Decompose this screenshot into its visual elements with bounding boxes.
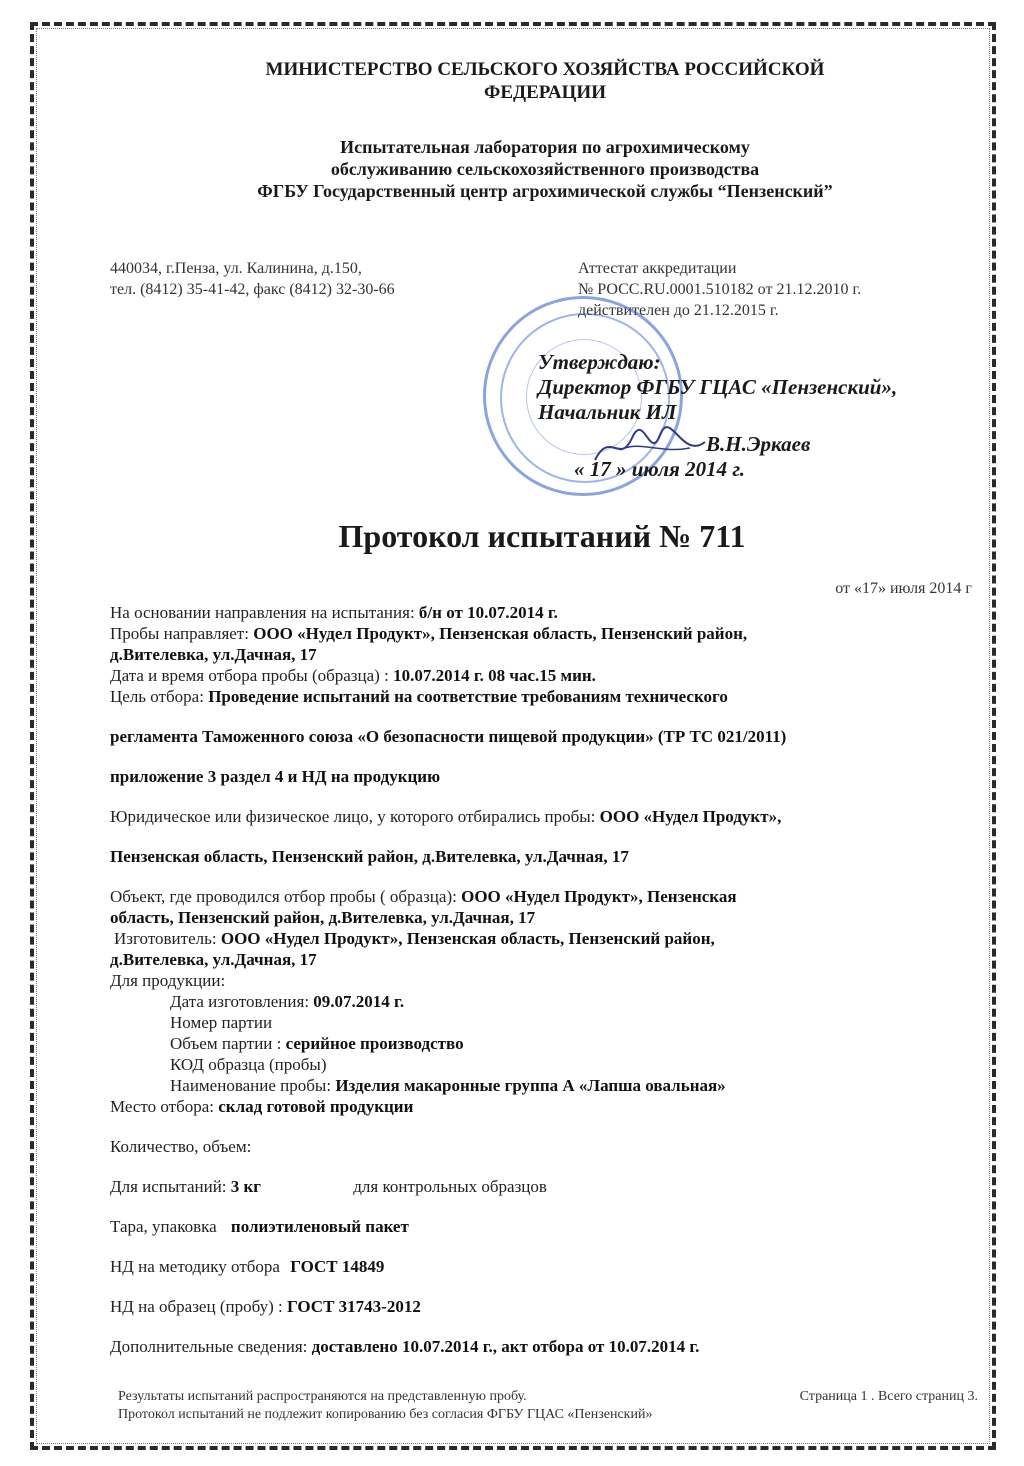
maker-row-2: д.Вителевка, ул.Дачная, 17 xyxy=(110,950,317,969)
additional-info-row: Дополнительные сведения: доставлено 10.07.2014 г., акт отбора от 10.07.2014 г. xyxy=(110,1337,700,1356)
sampling-place-row: Место отбора: склад готовой продукции xyxy=(110,1097,414,1116)
protocol-date: от «17» июля 2014 г xyxy=(835,580,972,597)
page-counter: Страница 1 . Всего страниц 3. xyxy=(799,1389,978,1404)
sampling-row: Дата и время отбора пробы (образца) : 10.07.2014 г. 08 час.15 мин. xyxy=(110,666,596,685)
lab-heading: Испытательная лаборатория по агрохимическому обслуживанию сельскохозяйственного производства ФГБУ Государственный центр агрохимической службы “Пензенский” xyxy=(257,137,833,201)
approval-date: « 17 » июля 2014 г. xyxy=(574,457,746,481)
entity-row-2: Пензенская область, Пензенский район, д.Вителевка, ул.Дачная, 17 xyxy=(110,847,629,866)
page-title: Протокол испытаний № 711 xyxy=(338,518,746,554)
sampling-method-row: НД на методику отбора ГОСТ 14849 xyxy=(110,1257,385,1276)
lab-address: 440034, г.Пенза, ул. Калинина, д.150, тел. (8412) 35-41-42, факс (8412) 32-30-66 xyxy=(110,260,395,298)
ministry-heading: МИНИСТЕРСТВО СЕЛЬСКОГО ХОЗЯЙСТВА РОССИЙСКОЙ ФЕДЕРАЦИИ xyxy=(265,59,825,103)
product-label: Для продукции: xyxy=(110,971,226,990)
object-row: Объект, где проводился отбор пробы ( образца): ООО «Нудел Продукт», Пензенская xyxy=(110,887,737,906)
sender-row-2: д.Вителевка, ул.Дачная, 17 xyxy=(110,645,317,664)
sample-name-row: Наименование пробы: Изделия макаронные группа А «Лапша овальная» xyxy=(170,1076,726,1095)
entity-row: Юридическое или физическое лицо, у которого отбирались пробы: ООО «Нудел Продукт», xyxy=(110,807,782,826)
basis-row: На основании направления на испытания: б/н от 10.07.2014 г. xyxy=(110,603,558,622)
mfg-date-row: Дата изготовления: 09.07.2014 г. xyxy=(170,992,405,1011)
purpose-row-3: приложение 3 раздел 4 и НД на продукцию xyxy=(110,767,441,786)
batch-volume-row: Объем партии : серийное производство xyxy=(170,1034,464,1053)
sample-code-row: КОД образца (пробы) xyxy=(170,1055,327,1074)
approval-block: Утверждаю: Директор ФГБУ ГЦАС «Пензенский», Начальник ИЛ В.Н.Эркаев « 17 » июля 2014 г. xyxy=(538,350,898,481)
approver-name: В.Н.Эркаев xyxy=(706,432,811,456)
accreditation-info: Аттестат аккредитации № РОСС.RU.0001.510182 от 21.12.2010 г. действителен до 21.12.2015 г. xyxy=(578,260,862,319)
purpose-row-2: регламента Таможенного союза «О безопасности пищевой продукции» (ТР ТС 021/2011) xyxy=(110,727,787,746)
test-quantity-row: Для испытаний: 3 кг для контрольных образцов xyxy=(110,1177,547,1196)
maker-row: Изготовитель: ООО «Нудел Продукт», Пензенская область, Пензенский район, xyxy=(114,929,715,948)
protocol-body xyxy=(110,602,990,1357)
sender-row: Пробы направляет: ООО «Нудел Продукт», Пензенская область, Пензенский район, xyxy=(110,624,748,643)
packaging-row: Тара, упаковка полиэтиленовый пакет xyxy=(110,1217,409,1236)
object-row-2: область, Пензенский район, д.Вителевка, ул.Дачная, 17 xyxy=(110,908,536,927)
page-footer: Результаты испытаний распространяются на представленную пробу. Страница 1 . Всего страниц 3. Протокол испытаний не подлежит копированию без согласия ФГБУ ГЦАС «Пензенский» xyxy=(118,1389,978,1422)
purpose-row: Цель отбора: Проведение испытаний на соответствие требованиям технического xyxy=(110,687,728,706)
sample-standard-row: НД на образец (пробу) : ГОСТ 31743-2012 xyxy=(110,1297,421,1316)
batch-number-row: Номер партии xyxy=(170,1013,273,1032)
quantity-row: Количество, объем: xyxy=(110,1137,252,1156)
